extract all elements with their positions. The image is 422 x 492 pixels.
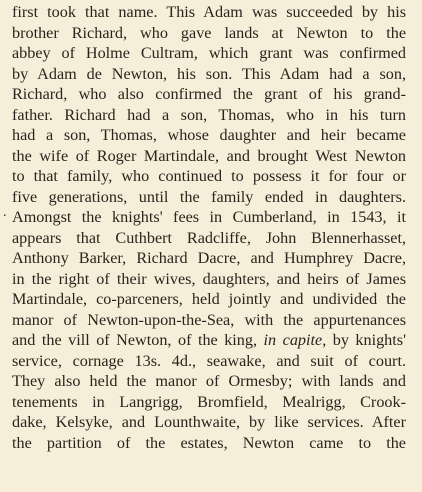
text-line: had a son, Thomas, whose daughter and heir became [12,126,406,144]
text-segment: and the vill of Newton, of the king, [12,331,264,349]
text-line: first took that name. This Adam was succeeded by his [12,3,406,21]
text-line: brother Richard, who gave lands at Newton to the [12,23,406,42]
text-line: Anthony Barker, Richard Dacre, and Humphrey Dacre, [12,249,406,267]
text-line: appears that Cuthbert Radcliffe, John Blennerhasset, [12,228,406,247]
text-segment: , by knights' [322,331,406,349]
margin-mark: . [3,205,7,220]
text-line: to that family, who continued to possess it for four or [12,167,406,185]
body-text [12,2,406,453]
text-line: by Adam de Newton, his son. This Adam had a son, [12,64,406,83]
text-line: Richard, who also confirmed the grant of his grand- [12,85,406,103]
text-line: tenements in Langrigg, Bromfield, Mealrigg, Crook- [12,392,406,411]
text-line: service, cornage 13s. 4d., seawake, and suit of court. [12,351,406,370]
text-line: in the right of their wives, daughters, and heirs of James [12,269,406,288]
text-line: Amongst the knights' fees in Cumberland, in 1543, it [12,208,406,226]
italic-phrase: in capite [263,331,323,349]
text-line: five generations, until the family ended in daughters. [12,187,406,206]
text-line: They also held the manor of Ormesby; with lands and [12,372,406,390]
text-line [12,330,406,351]
text-line: the partition of the estates, Newton came to the [12,433,406,452]
text-line: abbey of Holme Cultram, which grant was confirmed [12,44,406,62]
text-line: manor of Newton-upon-the-Sea, with the appurtenances [12,310,406,329]
text-line: father. Richard had a son, Thomas, who in his turn [12,105,406,124]
text-line: the wife of Roger Martindale, and brought West Newton [12,146,406,165]
text-line: Martindale, co-parceners, held jointly and undivided the [12,290,406,308]
text-line: dake, Kelsyke, and Lounthwaite, by like services. After [12,413,406,431]
